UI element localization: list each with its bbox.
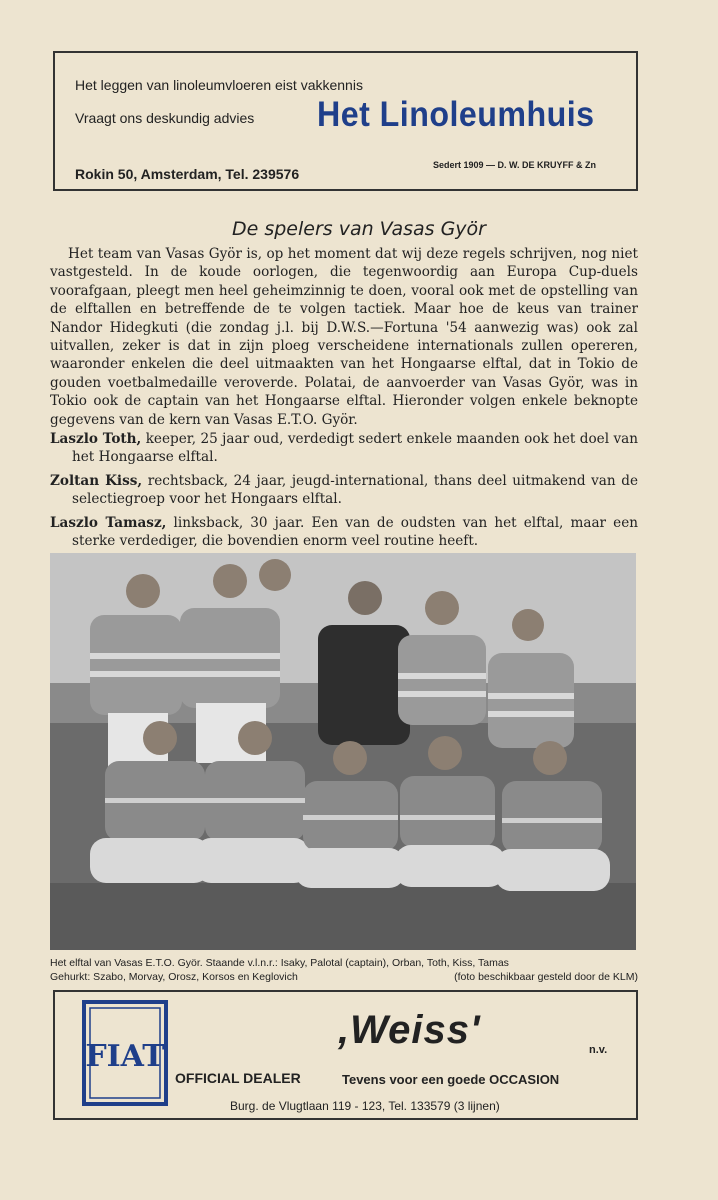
article-title: De spelers van Vasas Györ (231, 218, 486, 240)
ad-brand-weiss: ,Weiss' (338, 1008, 481, 1052)
fiat-logo-text: FIAT (85, 1039, 165, 1074)
photo-caption (50, 956, 638, 984)
article-intro: Het team van Vasas Györ is, op het moment dat wij deze regels schrijven, nog niet vastgesteld. In de koude oorlogen, die tegenwoordig aan Europa Cup-duels voorafgaan, pleegt men heel geheimzinnig te doen, vooral ook met de opstelling van de elftallen en betreffende de te volgen tactiek. Maar hoe de keus van trainer Nandor Hidegkuti (die zondag j.l. bij D.W.S.—Fortuna '54 aanwezig was) ook zal uitvallen, zeker is dat in zijn ploeg verscheidene internationals zullen opereren, waaronder enkelen die deel uitmaakten van het Hongaarse elftal, dat in Tokio de gouden voetbalmedaille veroverde. Polatai, de aanvoerder van Vasas Györ, was in Tokio ook de captain van het Hongaarse elftal. Hieronder volgen enkele beknopte gegevens van de kern van Vasas E.T.O. Györ. (50, 246, 638, 428)
ad-tagline-2: Vraagt ons deskundig advies (75, 110, 255, 126)
team-photo-illustration (50, 553, 636, 950)
article-body (50, 245, 638, 556)
fiat-logo (82, 1000, 168, 1106)
player-entry (50, 472, 638, 509)
ad-address: Rokin 50, Amsterdam, Tel. 239576 (75, 166, 300, 182)
ad-occasion: Tevens voor een goede OCCASION (342, 1072, 560, 1087)
ad-since: Sedert 1909 — D. W. DE KRUYFF & Zn (433, 160, 597, 170)
player-name: Zoltan Kiss, (50, 472, 143, 489)
caption-line-standing: Het elftal van Vasas E.T.O. Györ. Staande v.l.n.r.: Isaky, Palotal (captain), Orban, Toth, Kiss, Tamas (50, 957, 509, 969)
caption-credit: (foto beschikbaar gesteld door de KLM) (454, 971, 638, 983)
player-description: rechtsback, 24 jaar, jeugd-international, thans deel uitmakend van de selectiegroep voor het Hongaars elftal. (72, 472, 638, 508)
weiss-fiat-advertisement (53, 990, 638, 1120)
player-description: keeper, 25 jaar oud, verdedigt sedert enkele maanden ook het doel van het Hongaarse elftal. (72, 431, 638, 466)
linoleumhuis-advertisement (53, 51, 638, 191)
ad-address: Burg. de Vlugtlaan 119 - 123, Tel. 133579 (3 lijnen) (230, 1099, 500, 1113)
player-description: linksback, 30 jaar. Een van de oudsten van het elftal, maar een sterke verdediger, die bovendien enorm veel routine heeft. (72, 514, 638, 550)
player-name: Laszlo Tamasz, (50, 514, 167, 531)
player-name: Laszlo Toth, (50, 431, 142, 448)
ad-brand-name: Het Linoleumhuis (317, 95, 595, 134)
player-entry (50, 430, 638, 467)
caption-line-kneeling: Gehurkt: Szabo, Morvay, Orosz, Korsos en Keglovich (50, 971, 298, 983)
ad-official-dealer: OFFICIAL DEALER (175, 1070, 301, 1086)
player-entry (50, 514, 638, 551)
ad-brand-suffix: n.v. (589, 1044, 608, 1056)
team-photo (50, 553, 636, 950)
ad-tagline-1: Het leggen van linoleumvloeren eist vakkennis (75, 77, 363, 93)
